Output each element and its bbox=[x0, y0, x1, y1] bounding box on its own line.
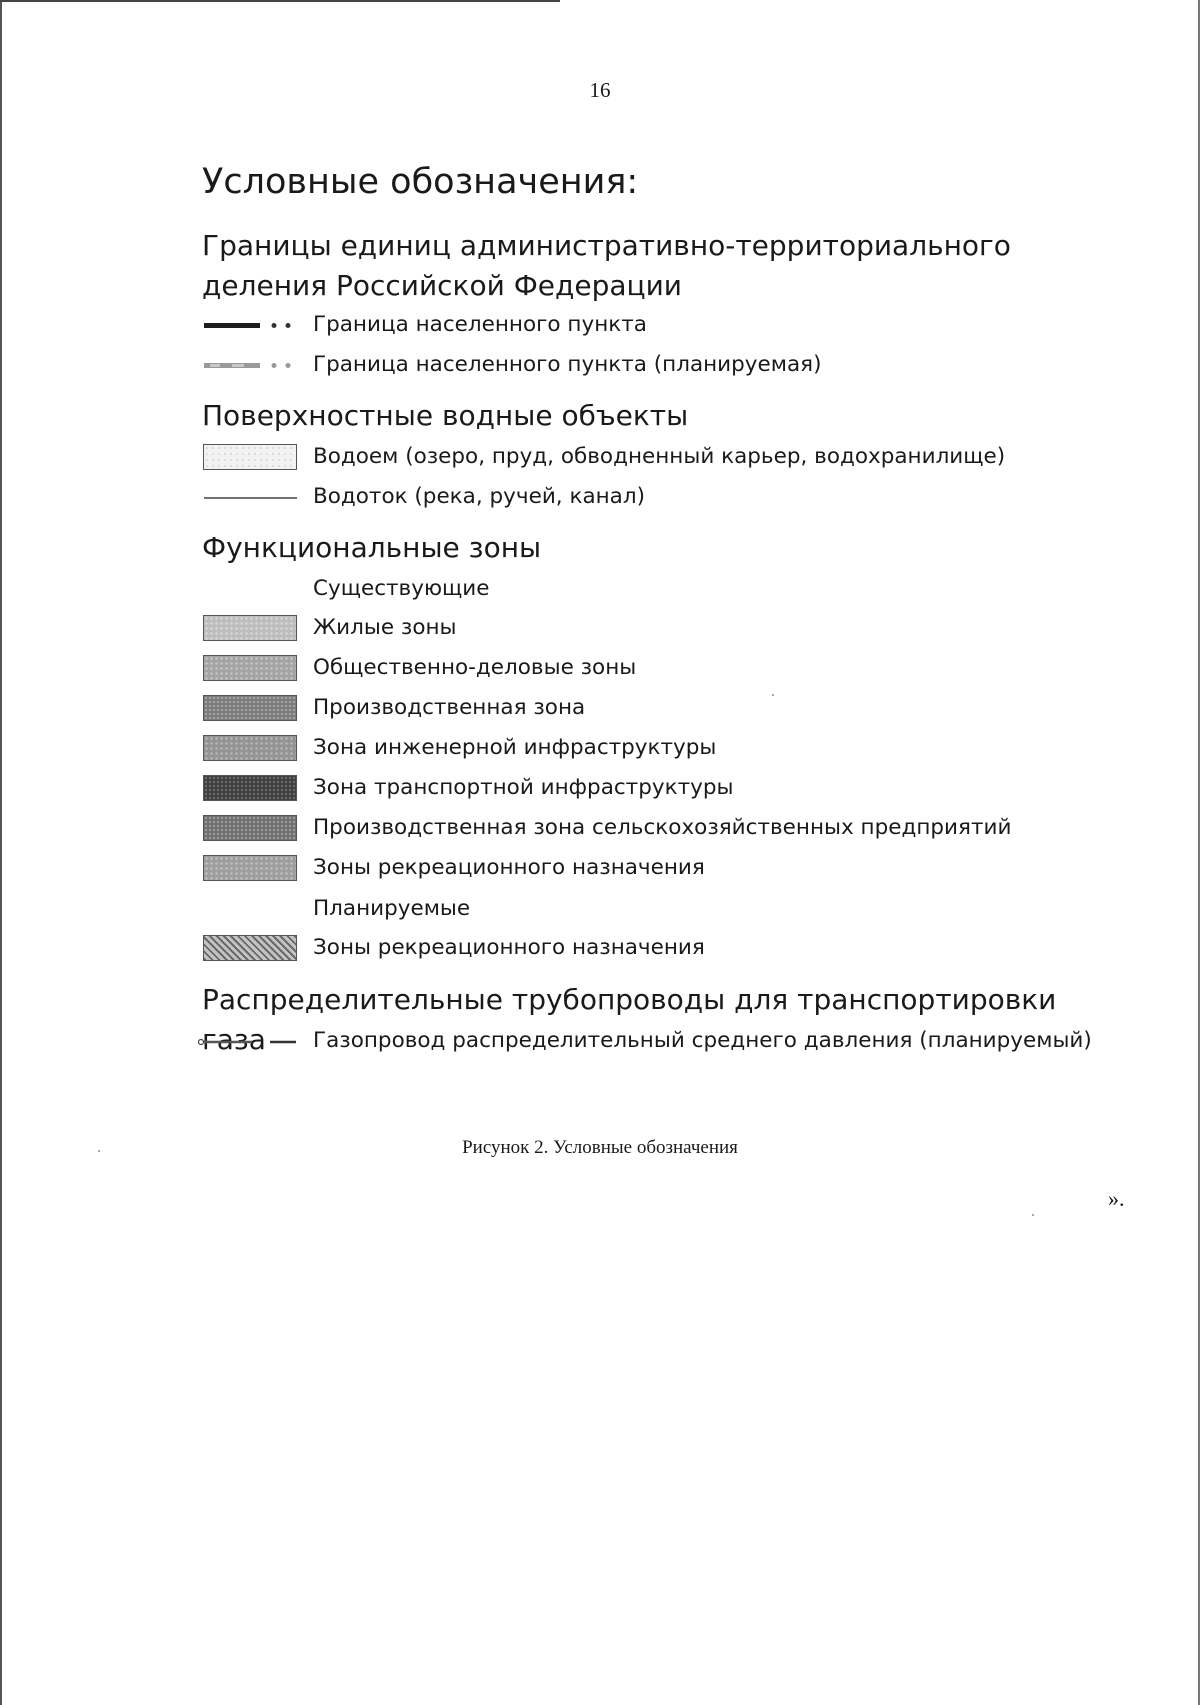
boundary-existing-icon bbox=[202, 310, 302, 342]
legend-item-label: Зона транспортной инфраструктуры bbox=[313, 775, 734, 800]
gas-pipeline-icon bbox=[196, 1026, 302, 1058]
sublabel-planned: Планируемые bbox=[313, 896, 471, 921]
engineering-infrastructure-zone-swatch bbox=[203, 735, 297, 761]
legend-item-boundary-existing bbox=[202, 310, 1162, 342]
scan-top-line bbox=[0, 0, 560, 2]
legend-item-label: Общественно-деловые зоны bbox=[313, 655, 637, 680]
legend-item-label: Граница населенного пункта bbox=[313, 312, 647, 337]
legend-item-label: Производственная зона сельскохозяйственных предприятий bbox=[313, 815, 1012, 840]
legend-item-engineering-infrastructure-zone bbox=[202, 733, 1162, 765]
sublabel-existing: Существующие bbox=[313, 576, 490, 601]
residential-zone-swatch bbox=[203, 615, 297, 641]
legend-item-label: Газопровод распределительный среднего давления (планируемый) bbox=[313, 1028, 1092, 1053]
scan-speck bbox=[1032, 1214, 1034, 1216]
legend-item-label: Водоток (река, ручей, канал) bbox=[313, 484, 645, 509]
page-border-left bbox=[0, 0, 2, 1705]
legend-item-recreational-zone bbox=[202, 853, 1162, 885]
legend-item-recreational-zone-planned bbox=[202, 933, 1162, 965]
legend-item-gas-pipeline bbox=[196, 1026, 1156, 1058]
group-title-functional-zones: Функциональные зоны bbox=[202, 531, 542, 564]
closing-quote: ». bbox=[1108, 1186, 1125, 1211]
legend-item-residential-zone bbox=[202, 613, 1162, 645]
legend-item-industrial-zone bbox=[202, 693, 1162, 725]
legend-item-label: Граница населенного пункта (планируемая) bbox=[313, 352, 822, 377]
group-title-admin-boundaries: Границы единиц административно-территориального деления Российской Федерации bbox=[202, 229, 1011, 302]
legend-item-label: Водоем (озеро, пруд, обводненный карьер, водохранилище) bbox=[313, 444, 1006, 469]
legend-item-water-body bbox=[202, 442, 1162, 474]
legend-item-label: Зона инженерной инфраструктуры bbox=[313, 735, 717, 760]
boundary-planned-icon bbox=[202, 350, 302, 382]
figure-caption: Рисунок 2. Условные обозначения bbox=[462, 1137, 738, 1158]
recreational-zone-swatch bbox=[203, 855, 297, 881]
legend-item-watercourse bbox=[202, 482, 1162, 514]
recreational-zone-planned-swatch bbox=[203, 935, 297, 961]
legend-item-label: Производственная зона bbox=[313, 695, 586, 720]
group-title-gas-pipelines: Распределительные трубопроводы для транспортировки газа bbox=[202, 983, 1057, 1056]
watercourse-line-icon bbox=[202, 482, 302, 514]
group-title-water-objects: Поверхностные водные объекты bbox=[202, 399, 689, 432]
industrial-zone-swatch bbox=[203, 695, 297, 721]
legend-item-public-business-zone bbox=[202, 653, 1162, 685]
water-body-swatch bbox=[203, 444, 297, 470]
legend-item-boundary-planned bbox=[202, 350, 1162, 382]
legend-item-label: Зоны рекреационного назначения bbox=[313, 855, 705, 880]
legend-item-label: Зоны рекреационного назначения bbox=[313, 935, 705, 960]
transport-infrastructure-zone-swatch bbox=[203, 775, 297, 801]
legend-item-label: Жилые зоны bbox=[313, 615, 457, 640]
public-business-zone-swatch bbox=[203, 655, 297, 681]
legend-title: Условные обозначения: bbox=[202, 162, 639, 202]
page-number: 16 bbox=[589, 78, 611, 102]
legend-item-agricultural-industrial-zone bbox=[202, 813, 1162, 845]
legend-item-transport-infrastructure-zone bbox=[202, 773, 1162, 805]
agricultural-industrial-zone-swatch bbox=[203, 815, 297, 841]
